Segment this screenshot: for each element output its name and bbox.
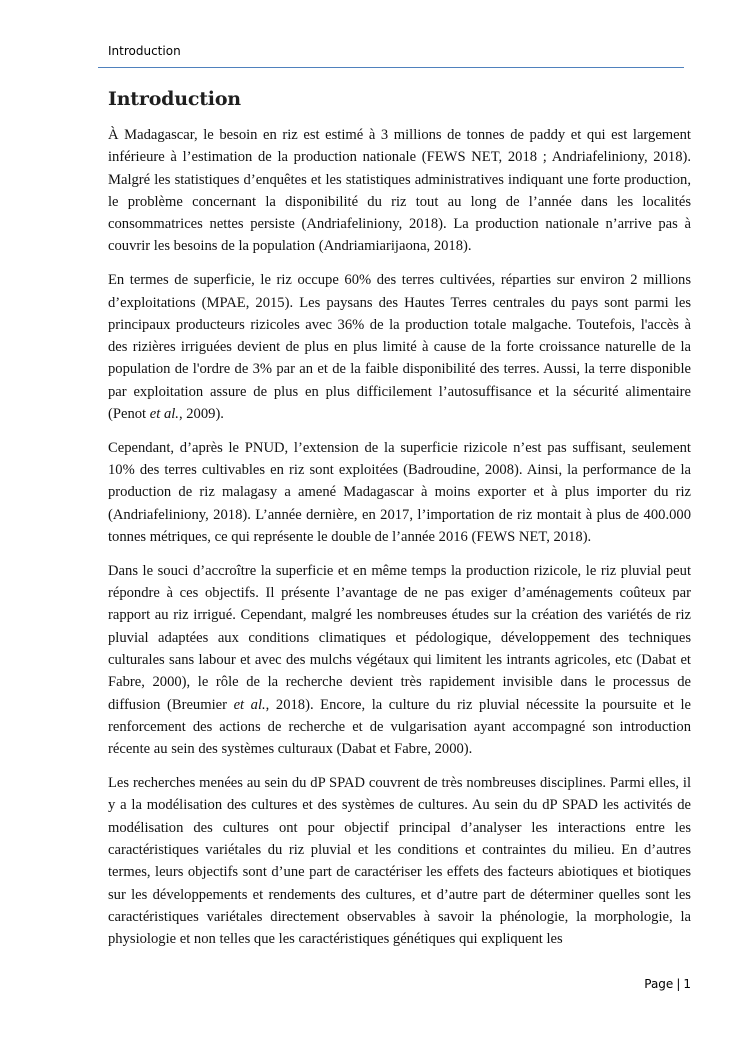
paragraph [108,772,691,950]
section-heading: Introduction [108,88,241,110]
header-rule [98,67,684,68]
running-header: Introduction [108,44,181,58]
page-separator: | [676,977,681,991]
italic-citation: et al. [149,406,179,423]
paragraph-text: Cependant, d’après le PNUD, l’extension de la superficie rizicole n’est pas suffisant, seulement 10% des terres cultivables en riz sont exploitées (Badroudine, 2008). Ainsi, la performance de la production de riz malagasy a amené Madagascar à moins exporter et à plus importer du riz (Andriafeliniony, 2018). L’année dernière, en 2017, l’importation de riz montait à plus de 400.000 tonnes métriques, ce qui représente le double de l’année 2016 (FEWS NET, 2018). [108,439,691,546]
paragraph [108,269,691,425]
page-label: Page [644,977,674,991]
body-text [108,124,691,962]
page-footer [644,977,691,991]
paragraph-text: Dans le souci d’accroître la superficie et en même temps la production rizicole, le riz pluvial peut répondre à ces objectifs. Il présente l’avantage de ne pas exiger d’aménagements coûteux par rapport au riz irrigué. Cependant, malgré les nombreuses études sur la création des variétés de riz pluvial adaptées aux conditions climatiques et pédologique, développement des techniques culturales sans labour et avec des mulchs végétaux qui limitent les intrants agricoles, etc (Dabat et Fabre, 2000), le rôle de la recherche devient très rapidement invisible dans le processus de diffusion (Breumier [108,562,691,713]
paragraph-text: , 2009). [178,406,224,423]
paragraph [108,437,691,548]
page-number: 1 [683,977,691,991]
paragraph [108,560,691,761]
paragraph-text: Les recherches menées au sein du dP SPAD couvrent de très nombreuses disciplines. Parmi elles, il y a la modélisation des cultures et des systèmes de cultures. Au sein du dP SPAD les activités de modélisation des cultures ont pour objectif principal d’analyser les interactions entre les caractéristiques variétales du riz pluvial et les conditions et contraintes du milieu. En d’autres termes, leurs objectifs sont d’une part de caractériser les effets des facteurs abiotiques et biotiques sur les développements et rendements des cultures, et d’autre part de déterminer quelles sont les caractéristiques variétales directement observables à savoir la phénologie, la morphologie, la physiologie et non telles que les caractéristiques génétiques qui expliquent les [108,775,691,948]
paragraph-text: En termes de superficie, le riz occupe 60% des terres cultivées, réparties sur environ 2 millions d’exploitations (MPAE, 2015). Les paysans des Hautes Terres centrales du pays sont parmi les principaux producteurs rizicoles avec 36% de la production totale malgache. Toutefois, l'accès à des rizières irriguées devient de plus en plus limité à cause de la forte croissance naturelle de la population de l'ordre de 3% par an et de la faible disponibilité des terres. Aussi, la terre disponible par exploitation assure de plus en plus difficilement l’autosuffisance et la sécurité alimentaire (Penot [108,272,691,423]
paragraph-text: À Madagascar, le besoin en riz est estimé à 3 millions de tonnes de paddy et qui est largement inférieure à l’estimation de la production nationale (FEWS NET, 2018 ; Andriafeliniony, 2018). Malgré les statistiques d’enquêtes et les statistiques administratives indiquant une forte production, le problème concernant la disponibilité du riz tout au long de l’année dans les localités consommatrices nettes persiste (Andriafeliniony, 2018). La production nationale n’arrive pas à couvrir les besoins de la population (Andriamiarijaona, 2018). [108,127,691,255]
paragraph-text: , 2018). Encore, la culture du riz pluvial nécessite la poursuite et le renforcement des actions de recherche et de vulgarisation ayant accompagné son introduction récente au sein des systèmes culturaux (Dabat et Fabre, 2000). [108,696,692,758]
paragraph [108,124,691,258]
italic-citation: et al. [233,696,266,713]
